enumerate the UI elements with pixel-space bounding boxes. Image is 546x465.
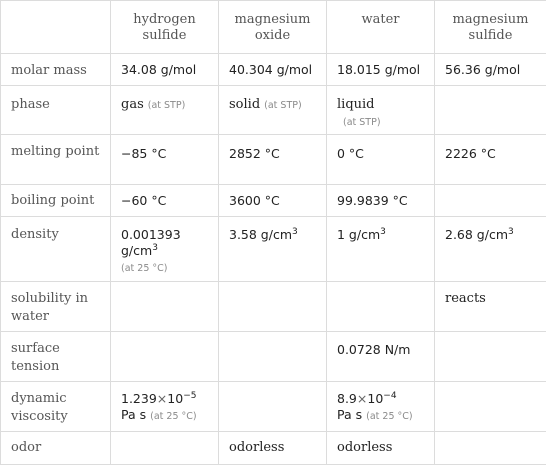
viscosity-mantissa: 8.9 (337, 391, 357, 406)
viscosity-base: 10 (167, 391, 183, 406)
cell-odor-magnesium-oxide: odorless (219, 432, 327, 465)
row-label-melting-point: melting point (1, 135, 111, 185)
viscosity-exponent: −5 (183, 391, 196, 401)
cell-solubility-magnesium-sulfide: reacts (435, 282, 546, 332)
cell-density-magnesium-oxide (219, 217, 327, 282)
cell-surface-tension-hydrogen-sulfide (111, 332, 219, 382)
row-label-surface-tension: surface tension (1, 332, 111, 382)
phase-condition-note: (at STP) (343, 115, 424, 131)
cell-odor-water: odorless (327, 432, 435, 465)
cell-density-water (327, 217, 435, 282)
viscosity-condition-note: (at 25 °C) (150, 411, 196, 422)
cell-dynamic-viscosity-magnesium-oxide (219, 382, 327, 432)
cell-molar-mass-magnesium-sulfide: 56.36 g/mol (435, 54, 546, 86)
density-value: 1 g/cm (337, 227, 380, 242)
cell-molar-mass-magnesium-oxide: 40.304 g/mol (219, 54, 327, 86)
cell-phase-magnesium-oxide (219, 86, 327, 135)
density-exponent: 3 (380, 227, 386, 237)
row-label-boiling-point: boiling point (1, 185, 111, 217)
cell-surface-tension-magnesium-sulfide (435, 332, 546, 382)
phase-condition-note: (at STP) (264, 100, 302, 111)
phase-value: solid (229, 97, 260, 112)
viscosity-unit: Pa s (121, 407, 146, 422)
cell-melting-point-hydrogen-sulfide: −85 °C (111, 135, 219, 185)
viscosity-unit: Pa s (337, 407, 362, 422)
cell-density-hydrogen-sulfide (111, 217, 219, 282)
cell-boiling-point-hydrogen-sulfide: −60 °C (111, 185, 219, 217)
density-value: 2.68 g/cm (445, 227, 508, 242)
table-row-boiling-point (1, 185, 546, 217)
header-empty (1, 1, 111, 54)
cell-molar-mass-water: 18.015 g/mol (327, 54, 435, 86)
viscosity-exponent: −4 (383, 391, 396, 401)
viscosity-condition-note: (at 25 °C) (366, 411, 412, 422)
row-label-dynamic-viscosity: dynamic viscosity (1, 382, 111, 432)
cell-dynamic-viscosity-water (327, 382, 435, 432)
table-row-dynamic-viscosity (1, 382, 546, 432)
density-exponent: 3 (152, 243, 158, 253)
cell-phase-water (327, 86, 435, 135)
cell-surface-tension-water: 0.0728 N/m (327, 332, 435, 382)
header-row (1, 1, 546, 54)
table-row-surface-tension (1, 332, 546, 382)
cell-boiling-point-water: 99.9839 °C (327, 185, 435, 217)
cell-melting-point-magnesium-oxide: 2852 °C (219, 135, 327, 185)
cell-melting-point-magnesium-sulfide: 2226 °C (435, 135, 546, 185)
row-label-molar-mass: molar mass (1, 54, 111, 86)
row-label-density: density (1, 217, 111, 282)
viscosity-mantissa: 1.239 (121, 391, 157, 406)
phase-value: liquid (337, 97, 375, 112)
row-label-solubility: solubility in water (1, 282, 111, 332)
cell-dynamic-viscosity-hydrogen-sulfide (111, 382, 219, 432)
density-exponent: 3 (508, 227, 514, 237)
header-hydrogen-sulfide: hydrogen sulfide (111, 1, 219, 54)
density-value: 3.58 g/cm (229, 227, 292, 242)
header-magnesium-sulfide: magnesium sulfide (435, 1, 546, 54)
cell-molar-mass-hydrogen-sulfide: 34.08 g/mol (111, 54, 219, 86)
density-condition-note: (at 25 °C) (121, 261, 208, 277)
header-water: water (327, 1, 435, 54)
density-unit: g/cm (121, 243, 152, 258)
cell-phase-hydrogen-sulfide (111, 86, 219, 135)
density-exponent: 3 (292, 227, 298, 237)
cell-boiling-point-magnesium-sulfide (435, 185, 546, 217)
density-value: 0.001393 (121, 227, 181, 242)
table-row-density (1, 217, 546, 282)
table-row-melting-point (1, 135, 546, 185)
cell-dynamic-viscosity-magnesium-sulfide (435, 382, 546, 432)
cell-surface-tension-magnesium-oxide (219, 332, 327, 382)
cell-solubility-water (327, 282, 435, 332)
cell-solubility-hydrogen-sulfide (111, 282, 219, 332)
phase-value: gas (121, 97, 144, 112)
times-sign: × (357, 391, 367, 406)
header-magnesium-oxide: magnesium oxide (219, 1, 327, 54)
cell-density-magnesium-sulfide (435, 217, 546, 282)
table-row-solubility (1, 282, 546, 332)
row-label-odor: odor (1, 432, 111, 465)
phase-condition-note: (at STP) (148, 100, 186, 111)
table-row-phase (1, 86, 546, 135)
row-label-phase: phase (1, 86, 111, 135)
cell-melting-point-water: 0 °C (327, 135, 435, 185)
times-sign: × (157, 391, 167, 406)
viscosity-base: 10 (367, 391, 383, 406)
cell-boiling-point-magnesium-oxide: 3600 °C (219, 185, 327, 217)
cell-solubility-magnesium-oxide (219, 282, 327, 332)
cell-phase-magnesium-sulfide (435, 86, 546, 135)
table-row-molar-mass (1, 54, 546, 86)
